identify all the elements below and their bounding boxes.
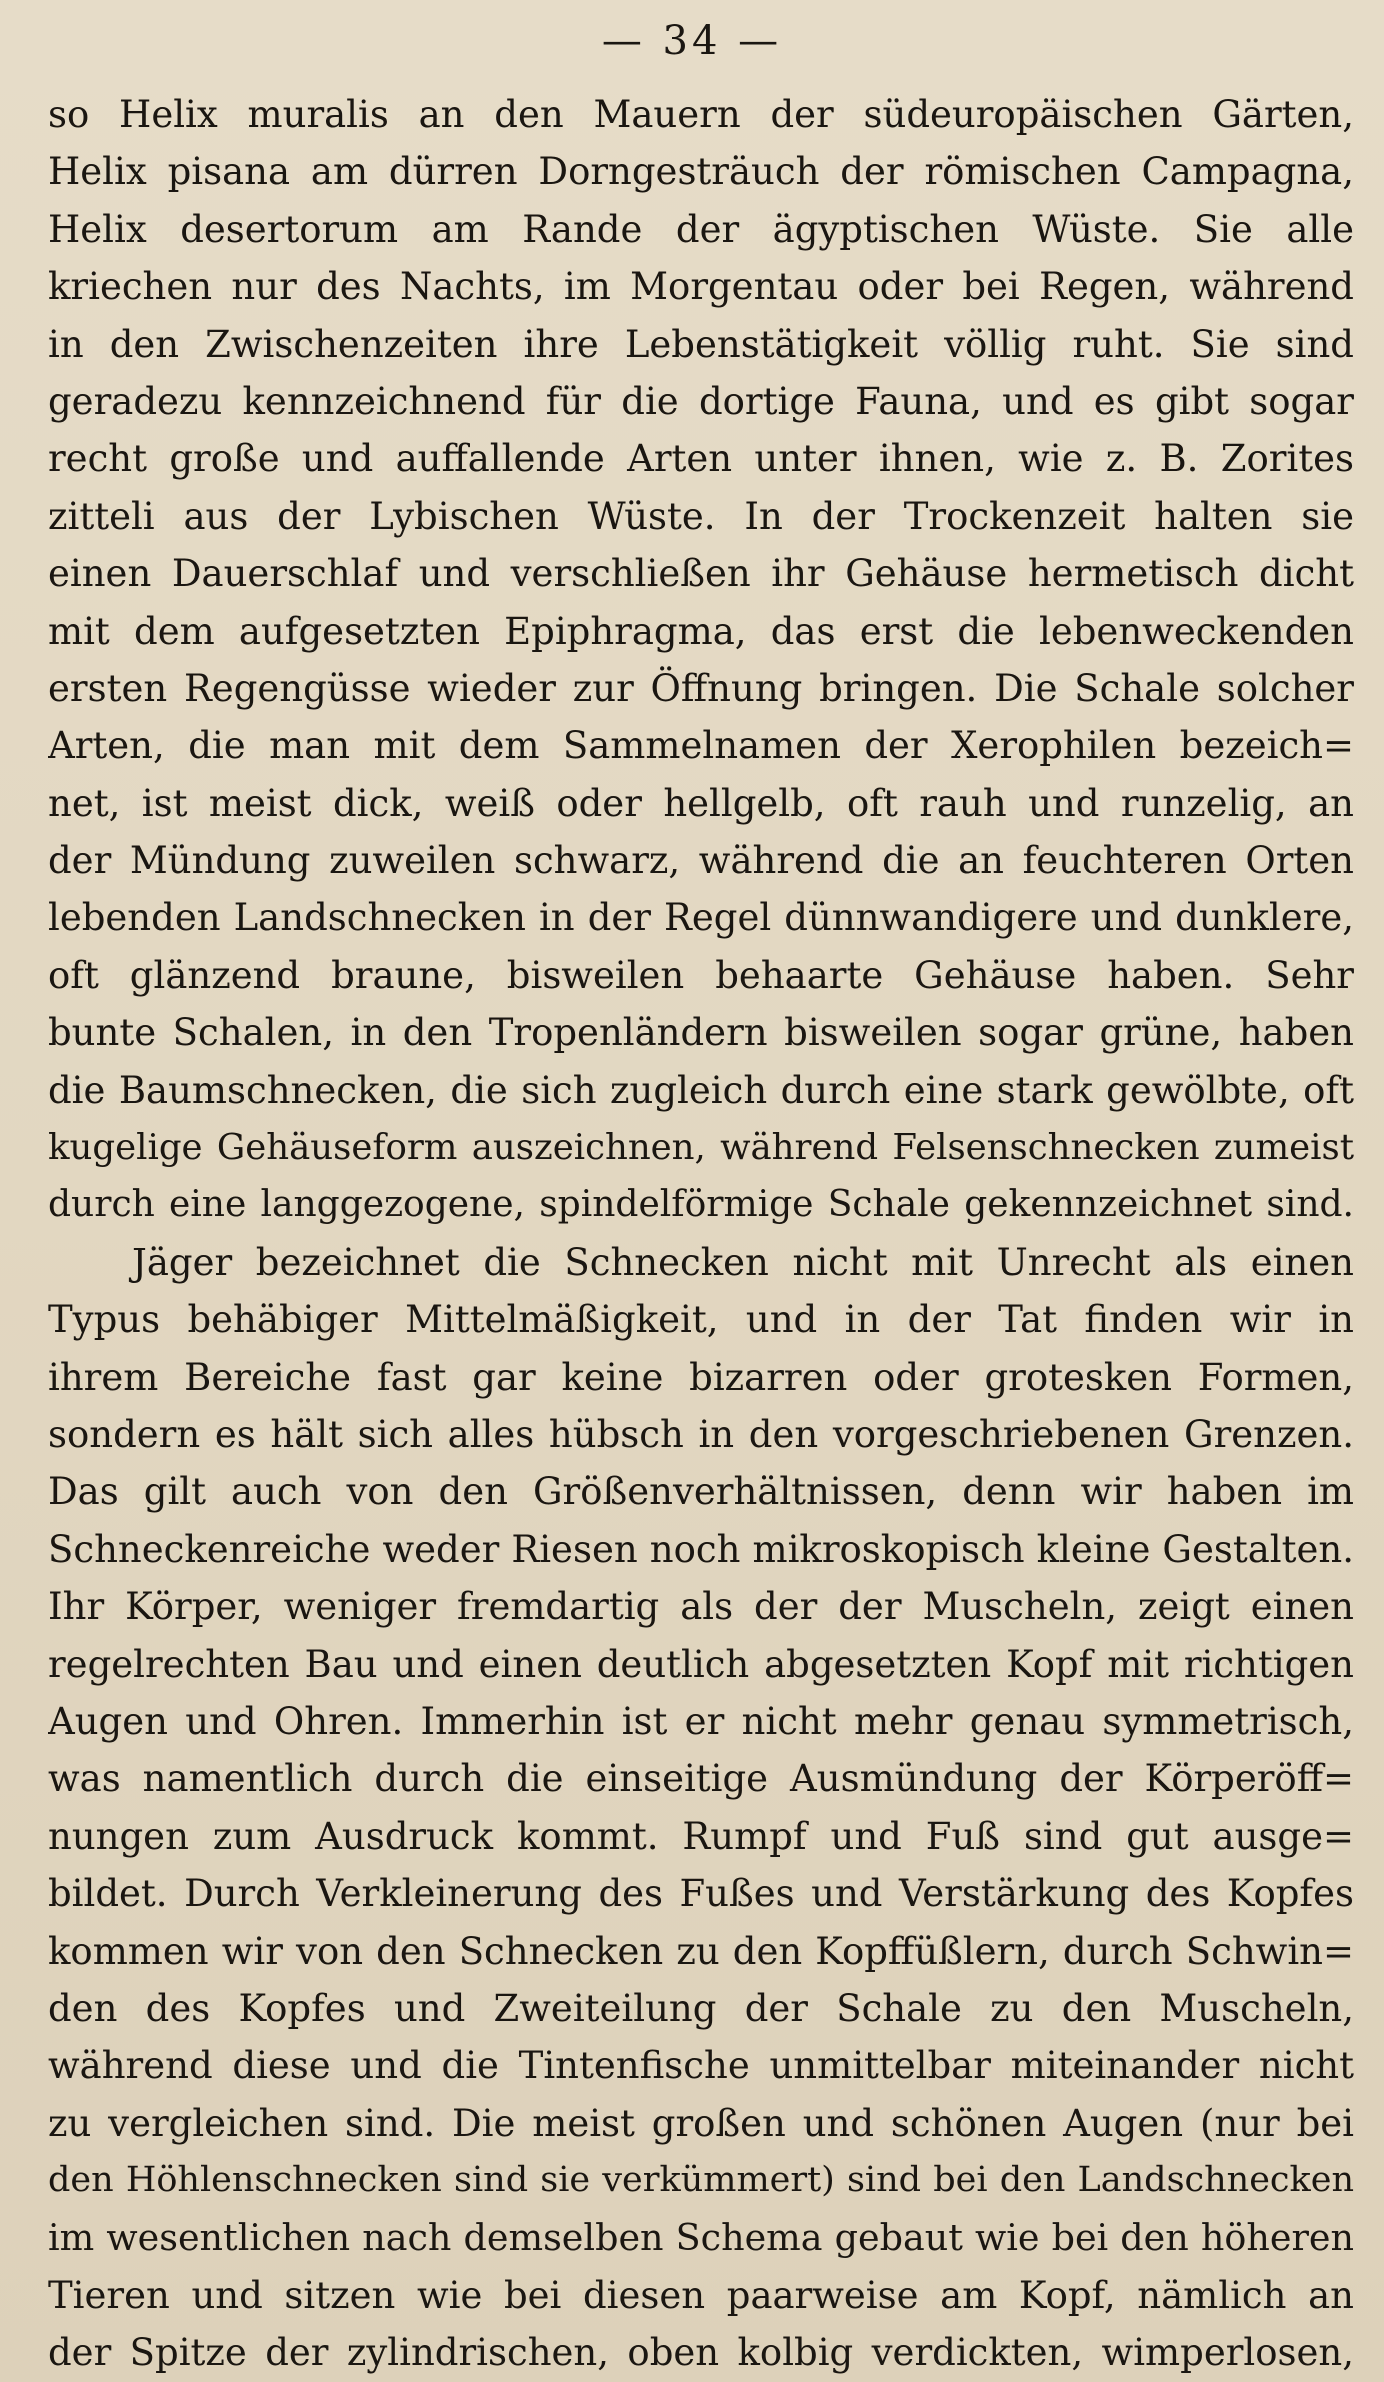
text-line: den des Kopfes und Zweiteilung der Schale zu den Muscheln, (48, 1986, 1354, 2030)
text-line: nungen zum Ausdruck kommt. Rumpf und Fuß sind gut ausge= (48, 1814, 1354, 1858)
page-number: — 34 — (601, 18, 783, 64)
paragraph-1 (48, 86, 1354, 1234)
text-line: Das gilt auch von den Größenverhältnissen, denn wir haben im (48, 1470, 1354, 1514)
text-line: die Baumschnecken, die sich zugleich durch eine stark gewölbte, oft (48, 1068, 1354, 1112)
text-line: bildet. Durch Verkleinerung des Fußes und Verstärkung des Kopfes (48, 1872, 1354, 1916)
text-line: oft glänzend braune, bisweilen behaarte Gehäuse haben. Sehr (48, 953, 1354, 997)
text-line: zitteli aus der Lybischen Wüste. In der Trockenzeit halten sie (48, 494, 1354, 538)
text-line: geradezu kennzeichnend für die dortige Fauna, und es gibt sogar (48, 379, 1354, 423)
text-line: Helix desertorum am Rande der ägyptischen Wüste. Sie alle (48, 207, 1354, 251)
text-line: Tieren und sitzen wie bei diesen paarweise am Kopf, nämlich an (48, 2273, 1354, 2317)
text-line: ihrem Bereiche fast gar keine bizarren oder grotesken Formen, (48, 1355, 1354, 1399)
text-line: recht große und auffallende Arten unter ihnen, wie z. B. Zorites (48, 437, 1354, 481)
text-line: Ihr Körper, weniger fremdartig als der der Muscheln, zeigt einen (48, 1585, 1354, 1629)
text-line: Schneckenreiche weder Riesen noch mikroskopisch kleine Gestalten. (48, 1527, 1354, 1571)
text-line: was namentlich durch die einseitige Ausmündung der Körperöff= (48, 1757, 1354, 1801)
text-line: net, ist meist dick, weiß oder hellgelb, oft rauh und runzelig, an (48, 781, 1354, 825)
text-line: während diese und die Tintenfische unmittelbar miteinander nicht (48, 2044, 1354, 2088)
text-line: lebenden Landschnecken in der Regel dünnwandigere und dunklere, (48, 896, 1354, 940)
text-line: in den Zwischenzeiten ihre Lebenstätigkeit völlig ruht. Sie sind (48, 322, 1354, 366)
text-line: im wesentlichen nach demselben Schema gebaut wie bei den höheren (48, 2216, 1354, 2260)
text-line: regelrechten Bau und einen deutlich abgesetzten Kopf mit richtigen (48, 1642, 1354, 1686)
text-line: so Helix muralis an den Mauern der südeuropäischen Gärten, (48, 93, 1354, 136)
text-line: kommen wir von den Schnecken zu den Kopffüßlern, durch Schwin= (48, 1929, 1354, 1973)
text-line: Helix pisana am dürren Dorngesträuch der römischen Campagna, (48, 150, 1354, 194)
text-line: sondern es hält sich alles hübsch in den vorgeschriebenen Grenzen. (48, 1412, 1354, 1456)
text-line: zu vergleichen sind. Die meist großen und schönen Augen (nur bei (48, 2101, 1354, 2145)
text-line: ersten Regengüsse wieder zur Öffnung bringen. Die Schale solcher (48, 666, 1354, 710)
paragraph-2 (48, 1234, 1354, 2382)
text-line: kriechen nur des Nachts, im Morgentau oder bei Regen, während (48, 265, 1354, 309)
text-line: einen Dauerschlaf und verschließen ihr Gehäuse hermetisch dicht (48, 552, 1354, 596)
text-line: Typus behäbiger Mittelmäßigkeit, und in der Tat finden wir in (48, 1298, 1354, 1342)
text-line: mit dem aufgesetzten Epiphragma, das erst die lebenweckenden (48, 609, 1354, 653)
text-line: kugelige Gehäuseform auszeichnen, während Felsenschnecken zumeist (48, 1127, 1354, 1169)
text-line: Arten, die man mit dem Sammelnamen der Xerophilen bezeich= (48, 724, 1354, 768)
text-line: den Höhlenschnecken sind sie verkümmert) sind bei den Landschnecken (48, 2160, 1354, 2201)
text-line: durch eine langgezogene, spindelförmige Schale gekennzeichnet sind. (48, 1184, 1354, 1226)
text-line: Jäger bezeichnet die Schnecken nicht mit Unrecht als einen (132, 1240, 1354, 1284)
text-line: bunte Schalen, in den Tropenländern bisweilen sogar grüne, haben (48, 1011, 1354, 1055)
text-line: der Spitze der zylindrischen, oben kolbig verdickten, wimperlosen, (48, 2331, 1354, 2375)
body-text (48, 86, 1354, 2382)
text-line: der Mündung zuweilen schwarz, während die an feuchteren Orten (48, 839, 1354, 883)
text-line: Augen und Ohren. Immerhin ist er nicht mehr genau symmetrisch, (48, 1699, 1354, 1743)
